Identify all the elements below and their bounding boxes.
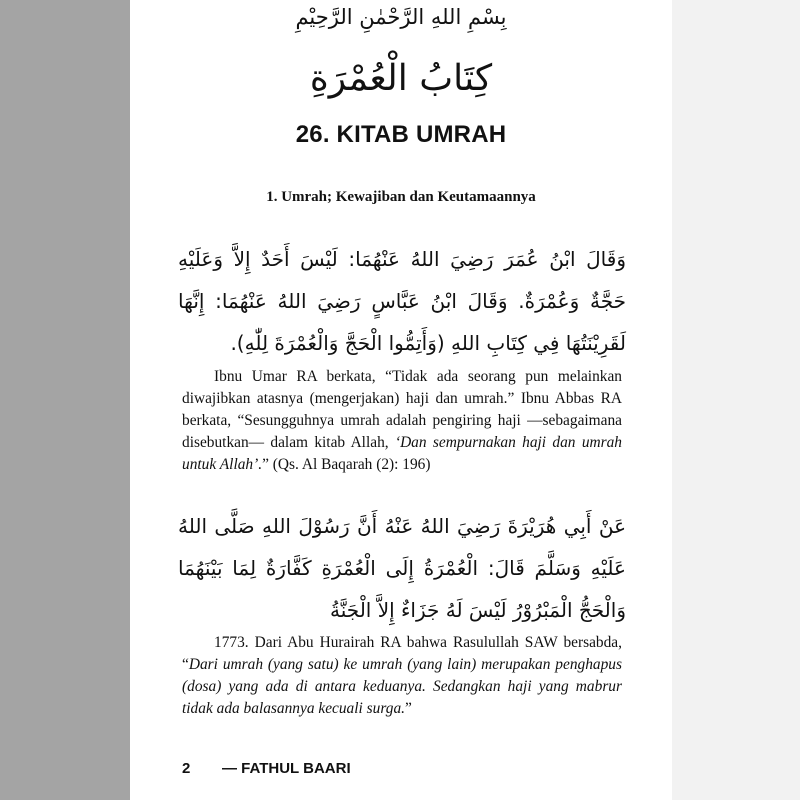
translation-2-quote: Dari umrah (yang satu) ke umrah (yang lain) merupakan penghapus (dosa) yang ada di antara keduanya. Sedangkan haji yang mabrur tidak ada balasannya kecuali surga. — [182, 656, 622, 717]
translation-paragraph-1 — [182, 366, 622, 476]
translation-1-reference: ” (Qs. Al Baqarah (2): 196) — [262, 456, 431, 473]
document-page — [130, 0, 672, 800]
translation-2-end: ” — [405, 700, 412, 717]
page-footer — [182, 758, 351, 780]
viewer-left-gutter — [0, 0, 130, 800]
viewer-right-gutter — [672, 0, 800, 800]
basmala: بِسْمِ اللهِ الرَّحْمٰنِ الرَّحِيْمِ — [295, 5, 507, 29]
arabic-chapter-title: كِتَابُ الْعُمْرَةِ — [309, 58, 493, 99]
section-title: 1. Umrah; Kewajiban dan Keutamaannya — [266, 189, 536, 205]
translation-paragraph-2 — [182, 632, 622, 720]
arabic-text-block-1: وَقَالَ ابْنُ عُمَرَ رَضِيَ اللهُ عَنْهُمَا: لَيْسَ أَحَدٌ إِلاَّ وَعَلَيْهِ حَجَّةٌ وَعُمْرَةٌ. وَقَالَ ابْنُ عَبَّاسٍ رَضِيَ اللهُ عَنْهُمَا: إِنَّهَا لَقَرِيْنَتُهَا فِي كِتَابِ اللهِ (وَأَتِمُّوا الْحَجَّ وَالْعُمْرَةَ لِلّٰهِ). — [178, 247, 626, 355]
translation-1-quote: ‘Dan sempurnakan haji dan umrah untuk Allah’. — [182, 434, 623, 473]
chapter-title: 26. KITAB UMRAH — [295, 121, 507, 148]
running-title: — FATHUL BAARI — [222, 760, 351, 777]
translation-1-main: Ibnu Umar RA berkata, “Tidak ada seorang pun melainkan diwajibkan atasnya (mengerjakan) haji dan umrah.” Ibnu Abbas RA berkata, “Sesungguhnya umrah adalah pengiring haji —sebagaimana disebutkan— dalam kitab Allah, — [182, 368, 622, 451]
arabic-text-block-2: عَنْ أَبِي هُرَيْرَةَ رَضِيَ اللهُ عَنْهُ أَنَّ رَسُوْلَ اللهِ صَلَّى اللهُ عَلَيْهِ وَسَلَّمَ قَالَ: الْعُمْرَةُ إِلَى الْعُمْرَةِ كَفَّارَةٌ لِمَا بَيْنَهُمَا وَالْحَجُّ الْمَبْرُوْرُ لَيْسَ لَهُ جَزَاءٌ إِلاَّ الْجَنَّةُ — [178, 514, 626, 622]
page-number: 2 — [182, 760, 191, 777]
translation-2-intro: 1773. Dari Abu Hurairah RA bahwa Rasulullah SAW bersabda, “ — [182, 634, 622, 673]
